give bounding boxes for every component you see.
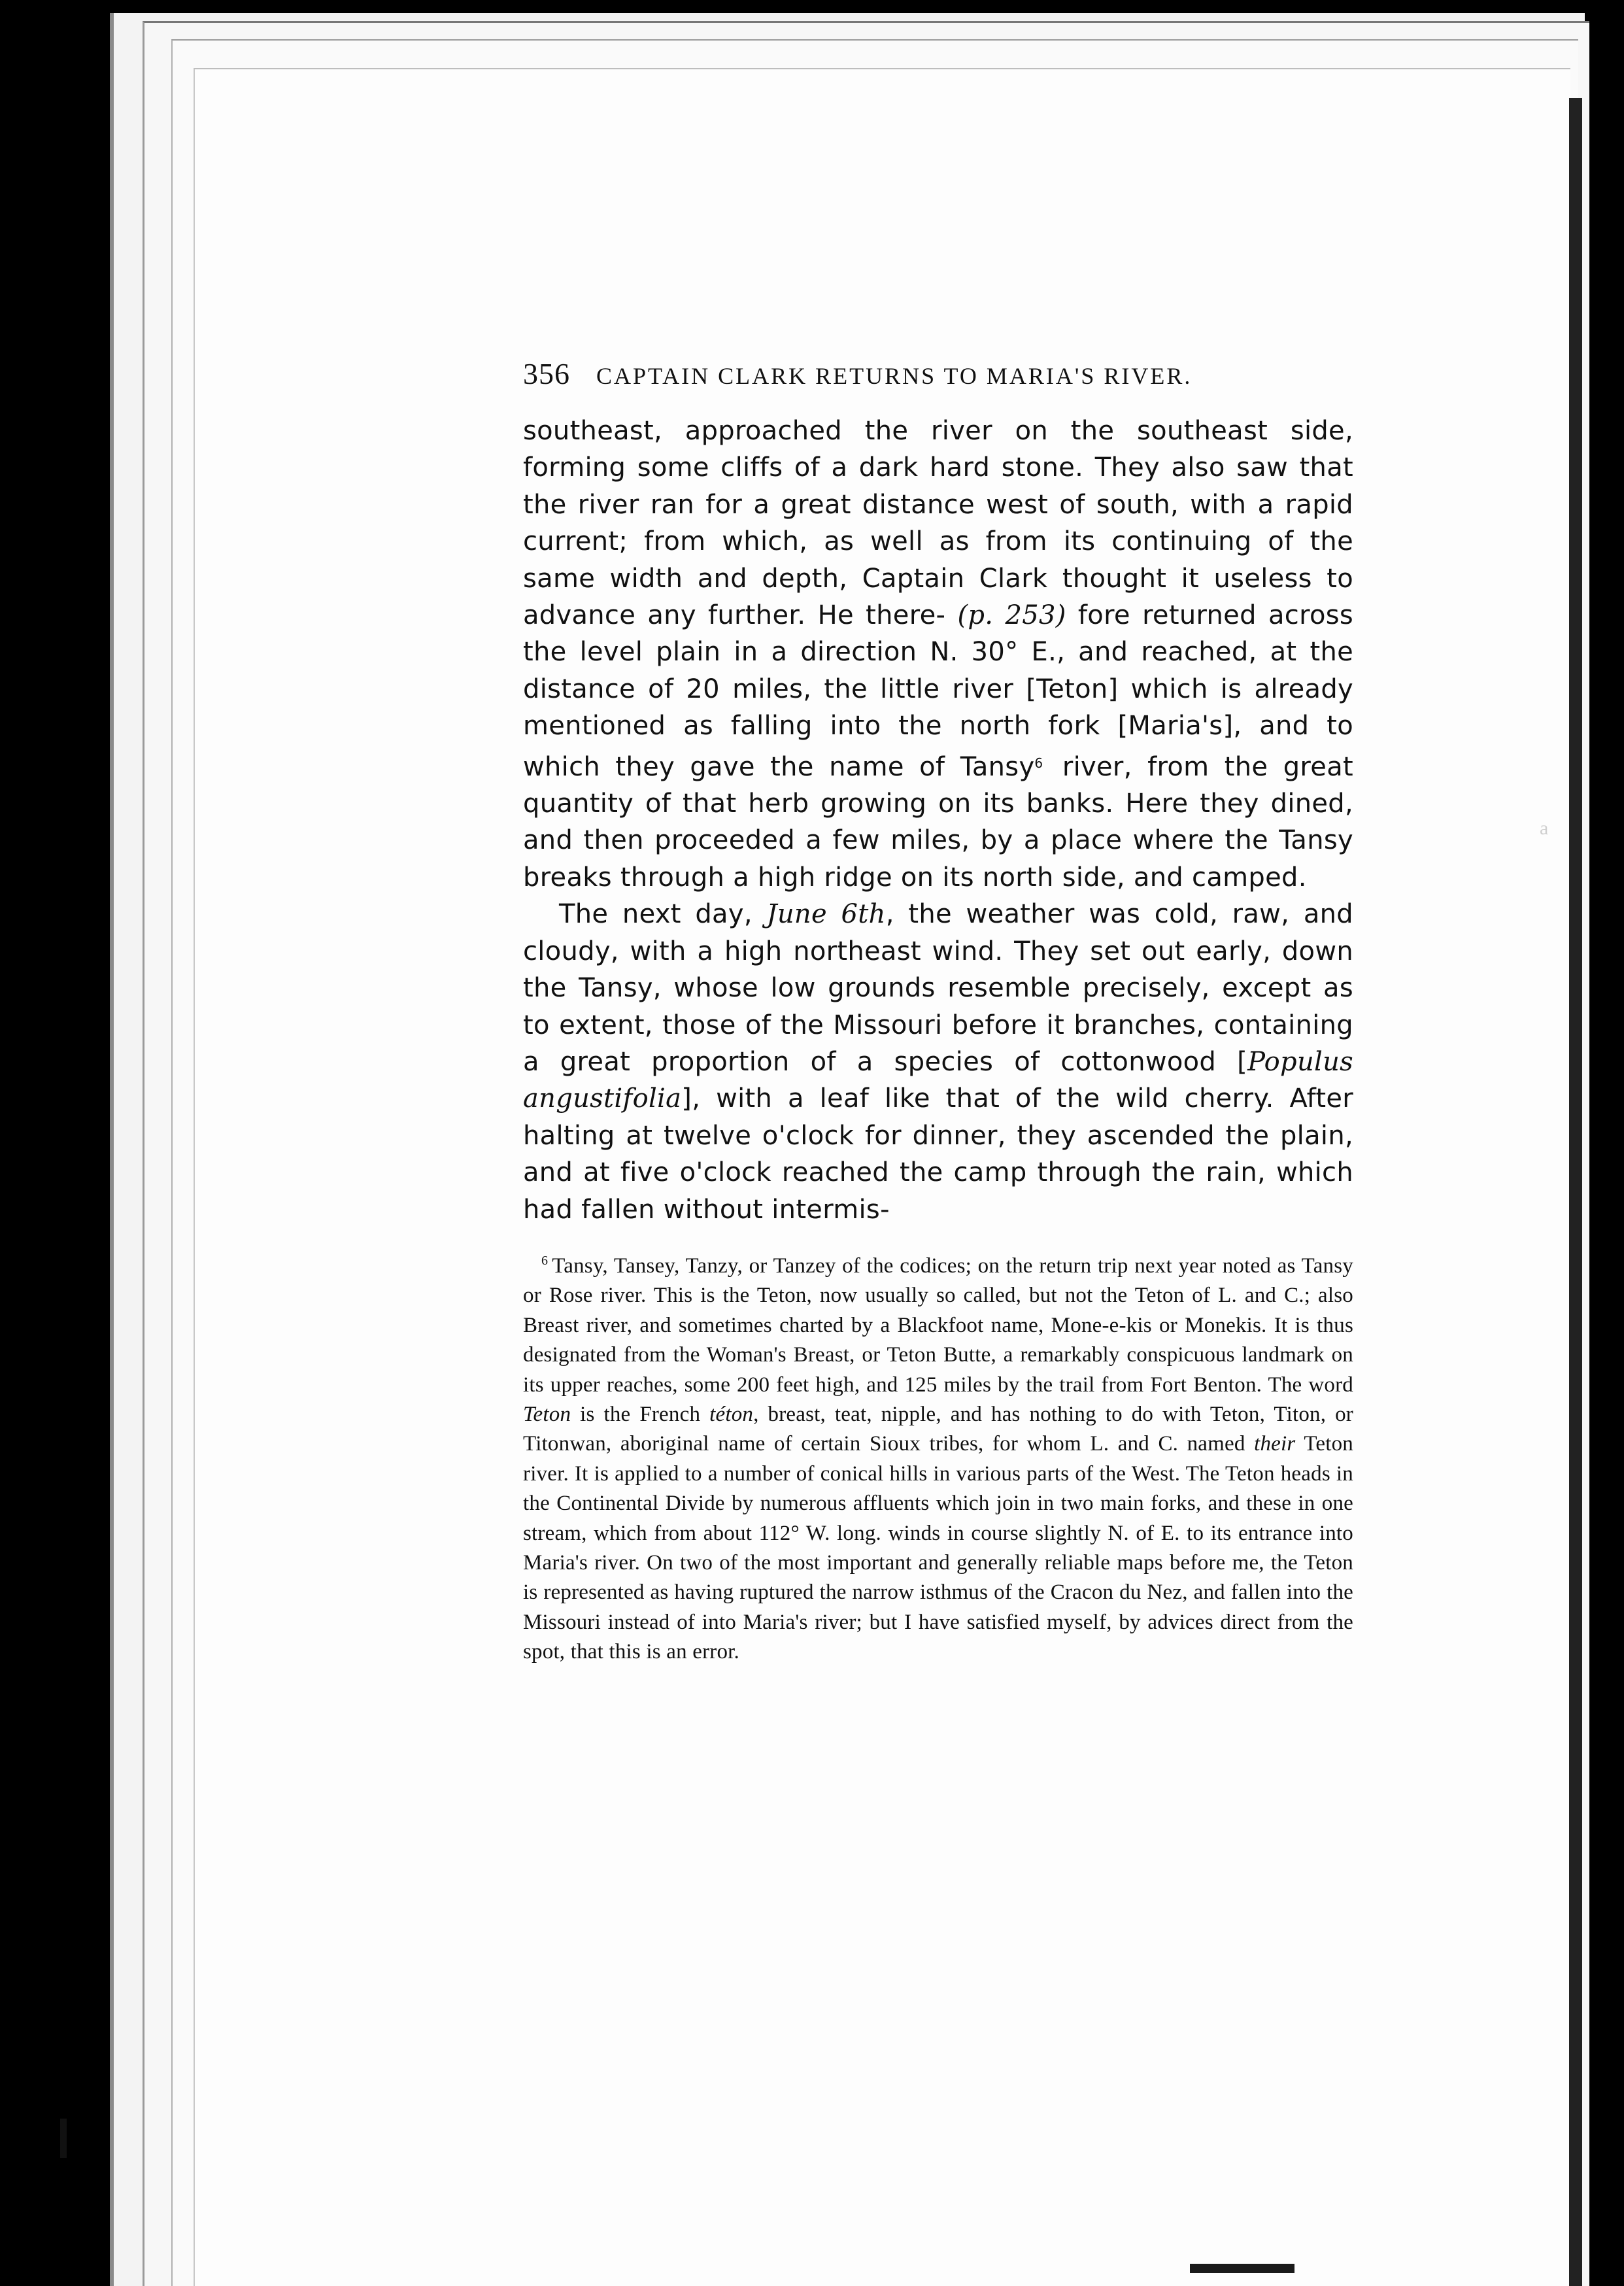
running-head — [523, 356, 1353, 398]
footnote-reference[interactable]: 6 — [1034, 755, 1043, 771]
text-block — [523, 356, 1353, 1667]
paragraph-2: The next day, June 6th, the weather was cold, raw, and cloudy, with a high northeast wind. They set out early, down the Tansy, whose low grounds resemble precisely, except as to extent, those of the Missouri before it branches, containing a great proportion of a species of cottonwood [Populus angustifolia], with a leaf like that of the wild cherry. After halting at twelve o'clock for dinner, they ascended the plain, and at five o'clock reached the camp through the rain, which had fallen without intermis- — [523, 899, 1353, 1225]
footnote-teton-french: téton — [709, 1402, 754, 1426]
date-june-6th: June 6th — [766, 899, 886, 930]
bleed-through-mark: a — [1540, 817, 1549, 839]
scan-artifact-bottom — [1190, 2264, 1294, 2273]
page-reference: (p. 253) — [957, 600, 1066, 631]
page-number: 356 — [523, 357, 570, 390]
footnote-6: $^6$ Tansy, Tansey, Tanzy, or Tanzey of the codices; on the return trip next year noted as Tansy or Rose river. This is the Teton, now usually so called, but not the Teton of L. and C.; also Breast river, and sometimes charted by a Blackfoot name, Mone-e-kis or Monekis. It is thus designated from the Woman's Breast, or Teton Butte, a remarkably conspicuous landmark on its upper reaches, some 200 feet high, and 125 miles by the trail from Fort Benton. The word Teton is the French téton, breast, teat, nipple, and has nothing to do with Teton, Titon, or Titonwan, aboriginal name of certain Sioux tribes, for whom L. and C. named their Teton river. It is applied to a number of conical hills in various parts of the West. The Teton heads in the Continental Divide by numerous affluents which join in two main forks, and these in one stream, which from about 112° W. long. winds in course slightly N. of E. to its entrance into Maria's river. On two of the most important and generally reliable maps before me, the Teton is represented as having ruptured the narrow isthmus of the Cracon du Nez, and fallen into the Missouri instead of into Maria's river; but I have satisfied myself, by advices direct from the spot, that this is an error. — [523, 1253, 1354, 1664]
running-head-title: CAPTAIN CLARK RETURNS TO MARIA'S RIVER. — [596, 363, 1193, 389]
scan-artifact-left — [60, 2119, 67, 2158]
footnote-marker: 6 — [541, 1253, 549, 1268]
footnote-teton: Teton — [523, 1402, 571, 1426]
species-name: Populus angustifolia — [523, 1046, 1353, 1114]
footnote-their: their — [1254, 1432, 1296, 1456]
binding-shadow-right — [1569, 98, 1582, 2286]
paragraph-1: southeast, approached the river on the southeast side, forming some cliffs of a dark hard stone. They also saw that the river ran for a great distance west of south, with a rapid current; from which, as well as from its continuing of the same width and depth, Captain Clark thought it useless to advance any further. He there- (p. 253) fore returned across the level plain in a direction N. 30° E., and reached, at the distance of 20 miles, the little river [Teton] which is already mentioned as falling into the north fork [Maria's], and to which they gave the name of Tansy$^6$ river, from the great quantity of that herb growing on its banks. Here they dined, and then proceeded a few miles, by a place where the Tansy breaks through a high ridge on its north side, and camped. — [523, 416, 1354, 893]
body-text — [523, 413, 1353, 1228]
